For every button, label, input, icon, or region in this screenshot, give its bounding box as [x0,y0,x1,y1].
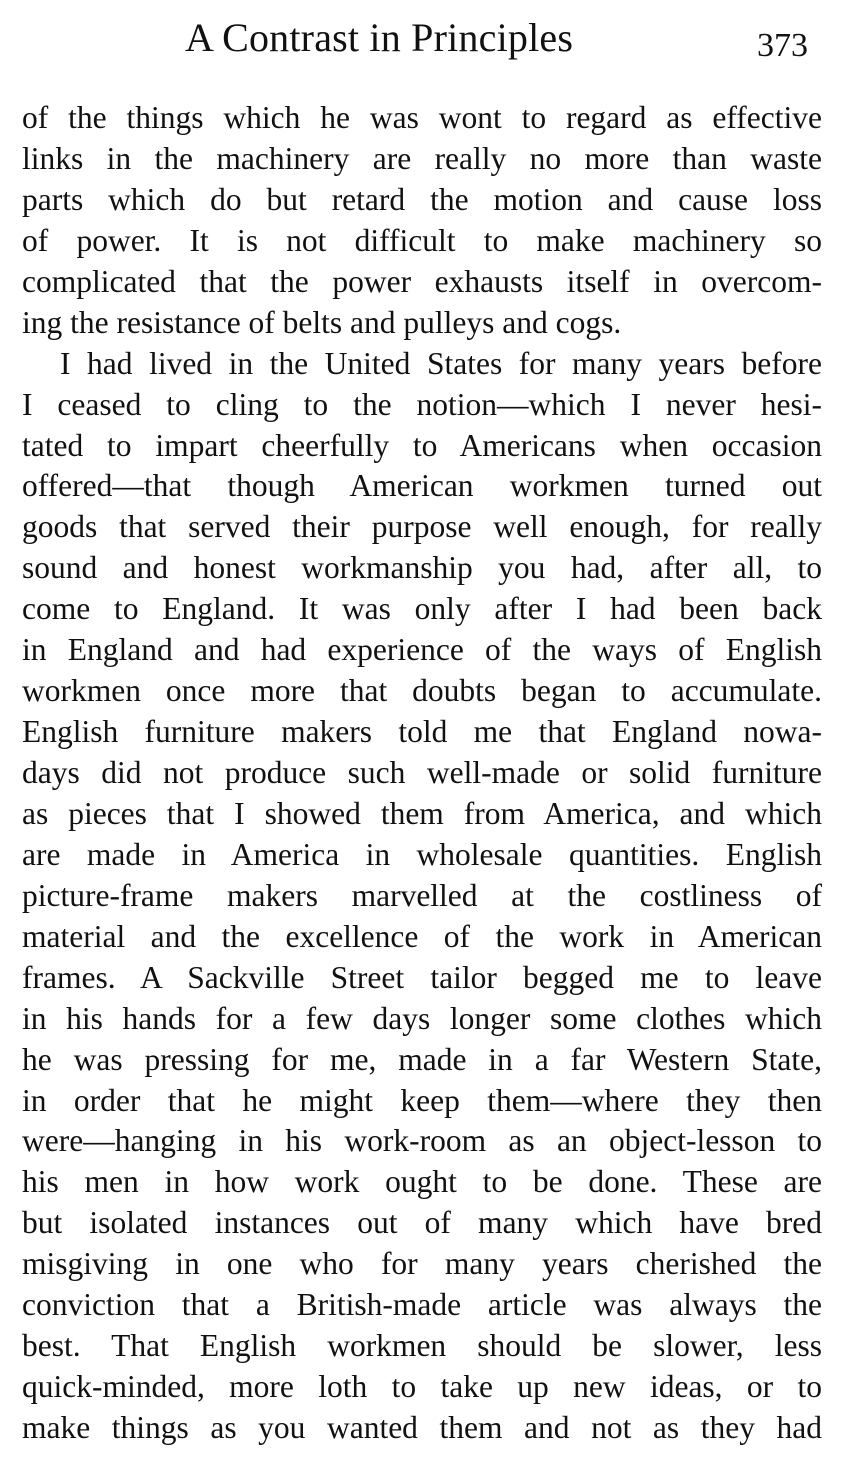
text-line: links in the machinery are really no more than waste [22,140,822,176]
text-line: come to England. It was only after I had been back [22,591,822,627]
text-line: he was pressing for me, made in a far Western State, [22,1041,822,1077]
text-line: of the things which he was wont to regard as effective [22,100,822,135]
text-line: but isolated instances out of many which have bred [22,1205,822,1241]
text-line: his men in how work ought to be done. These are [22,1164,822,1200]
text-line: picture-frame makers marvelled at the costliness of [22,877,822,913]
text-line: make things as you wanted them and not as they had [22,1410,822,1445]
body-text [22,98,822,1449]
text-line: conviction that a British-made article was always the [22,1287,822,1323]
text-line: offered—that though American workmen turned out [22,468,822,504]
text-line: tated to impart cheerfully to Americans when occasion [22,427,822,463]
text-line: in his hands for a few days longer some clothes which [22,1000,822,1036]
text-line: in order that he might keep them—where they then [22,1082,822,1118]
text-line: were—hanging in his work-room as an object-lesson to [22,1123,822,1159]
text-line: material and the excellence of the work in American [22,918,822,954]
running-title: A Contrast in Principles [185,15,574,60]
text-line: are made in America in wholesale quantities. English [22,836,822,872]
text-line: I ceased to cling to the notion—which I never hesi- [22,386,822,422]
text-line: workmen once more that doubts began to accumulate. [22,673,822,709]
text-line: of power. It is not difficult to make machinery so [22,222,822,258]
text-line: sound and honest workmanship you had, after all, to [22,550,822,586]
paragraph-last-line: ing the resistance of belts and pulleys and cogs. [22,304,622,340]
text-line: parts which do but retard the motion and cause loss [22,181,822,217]
text-line: in England and had experience of the ways of English [22,632,822,668]
text-line: complicated that the power exhausts itself in overcom- [22,263,822,299]
text-line: goods that served their purpose well enough, for really [22,509,822,545]
text-line: frames. A Sackville Street tailor begged me to leave [22,959,822,995]
text-line: quick-minded, more loth to take up new ideas, or to [22,1369,822,1405]
text-line: as pieces that I showed them from America, and which [22,795,822,831]
text-line: English furniture makers told me that England nowa- [22,714,822,750]
page-header [0,10,867,70]
text-line: days did not produce such well-made or solid furniture [22,755,822,790]
page-number: 373 [757,27,808,64]
paragraph-first-line: I had lived in the United States for many years before [60,345,822,381]
text-line: misgiving in one who for many years cherished the [22,1246,822,1282]
text-line: best. That English workmen should be slower, less [22,1328,822,1364]
